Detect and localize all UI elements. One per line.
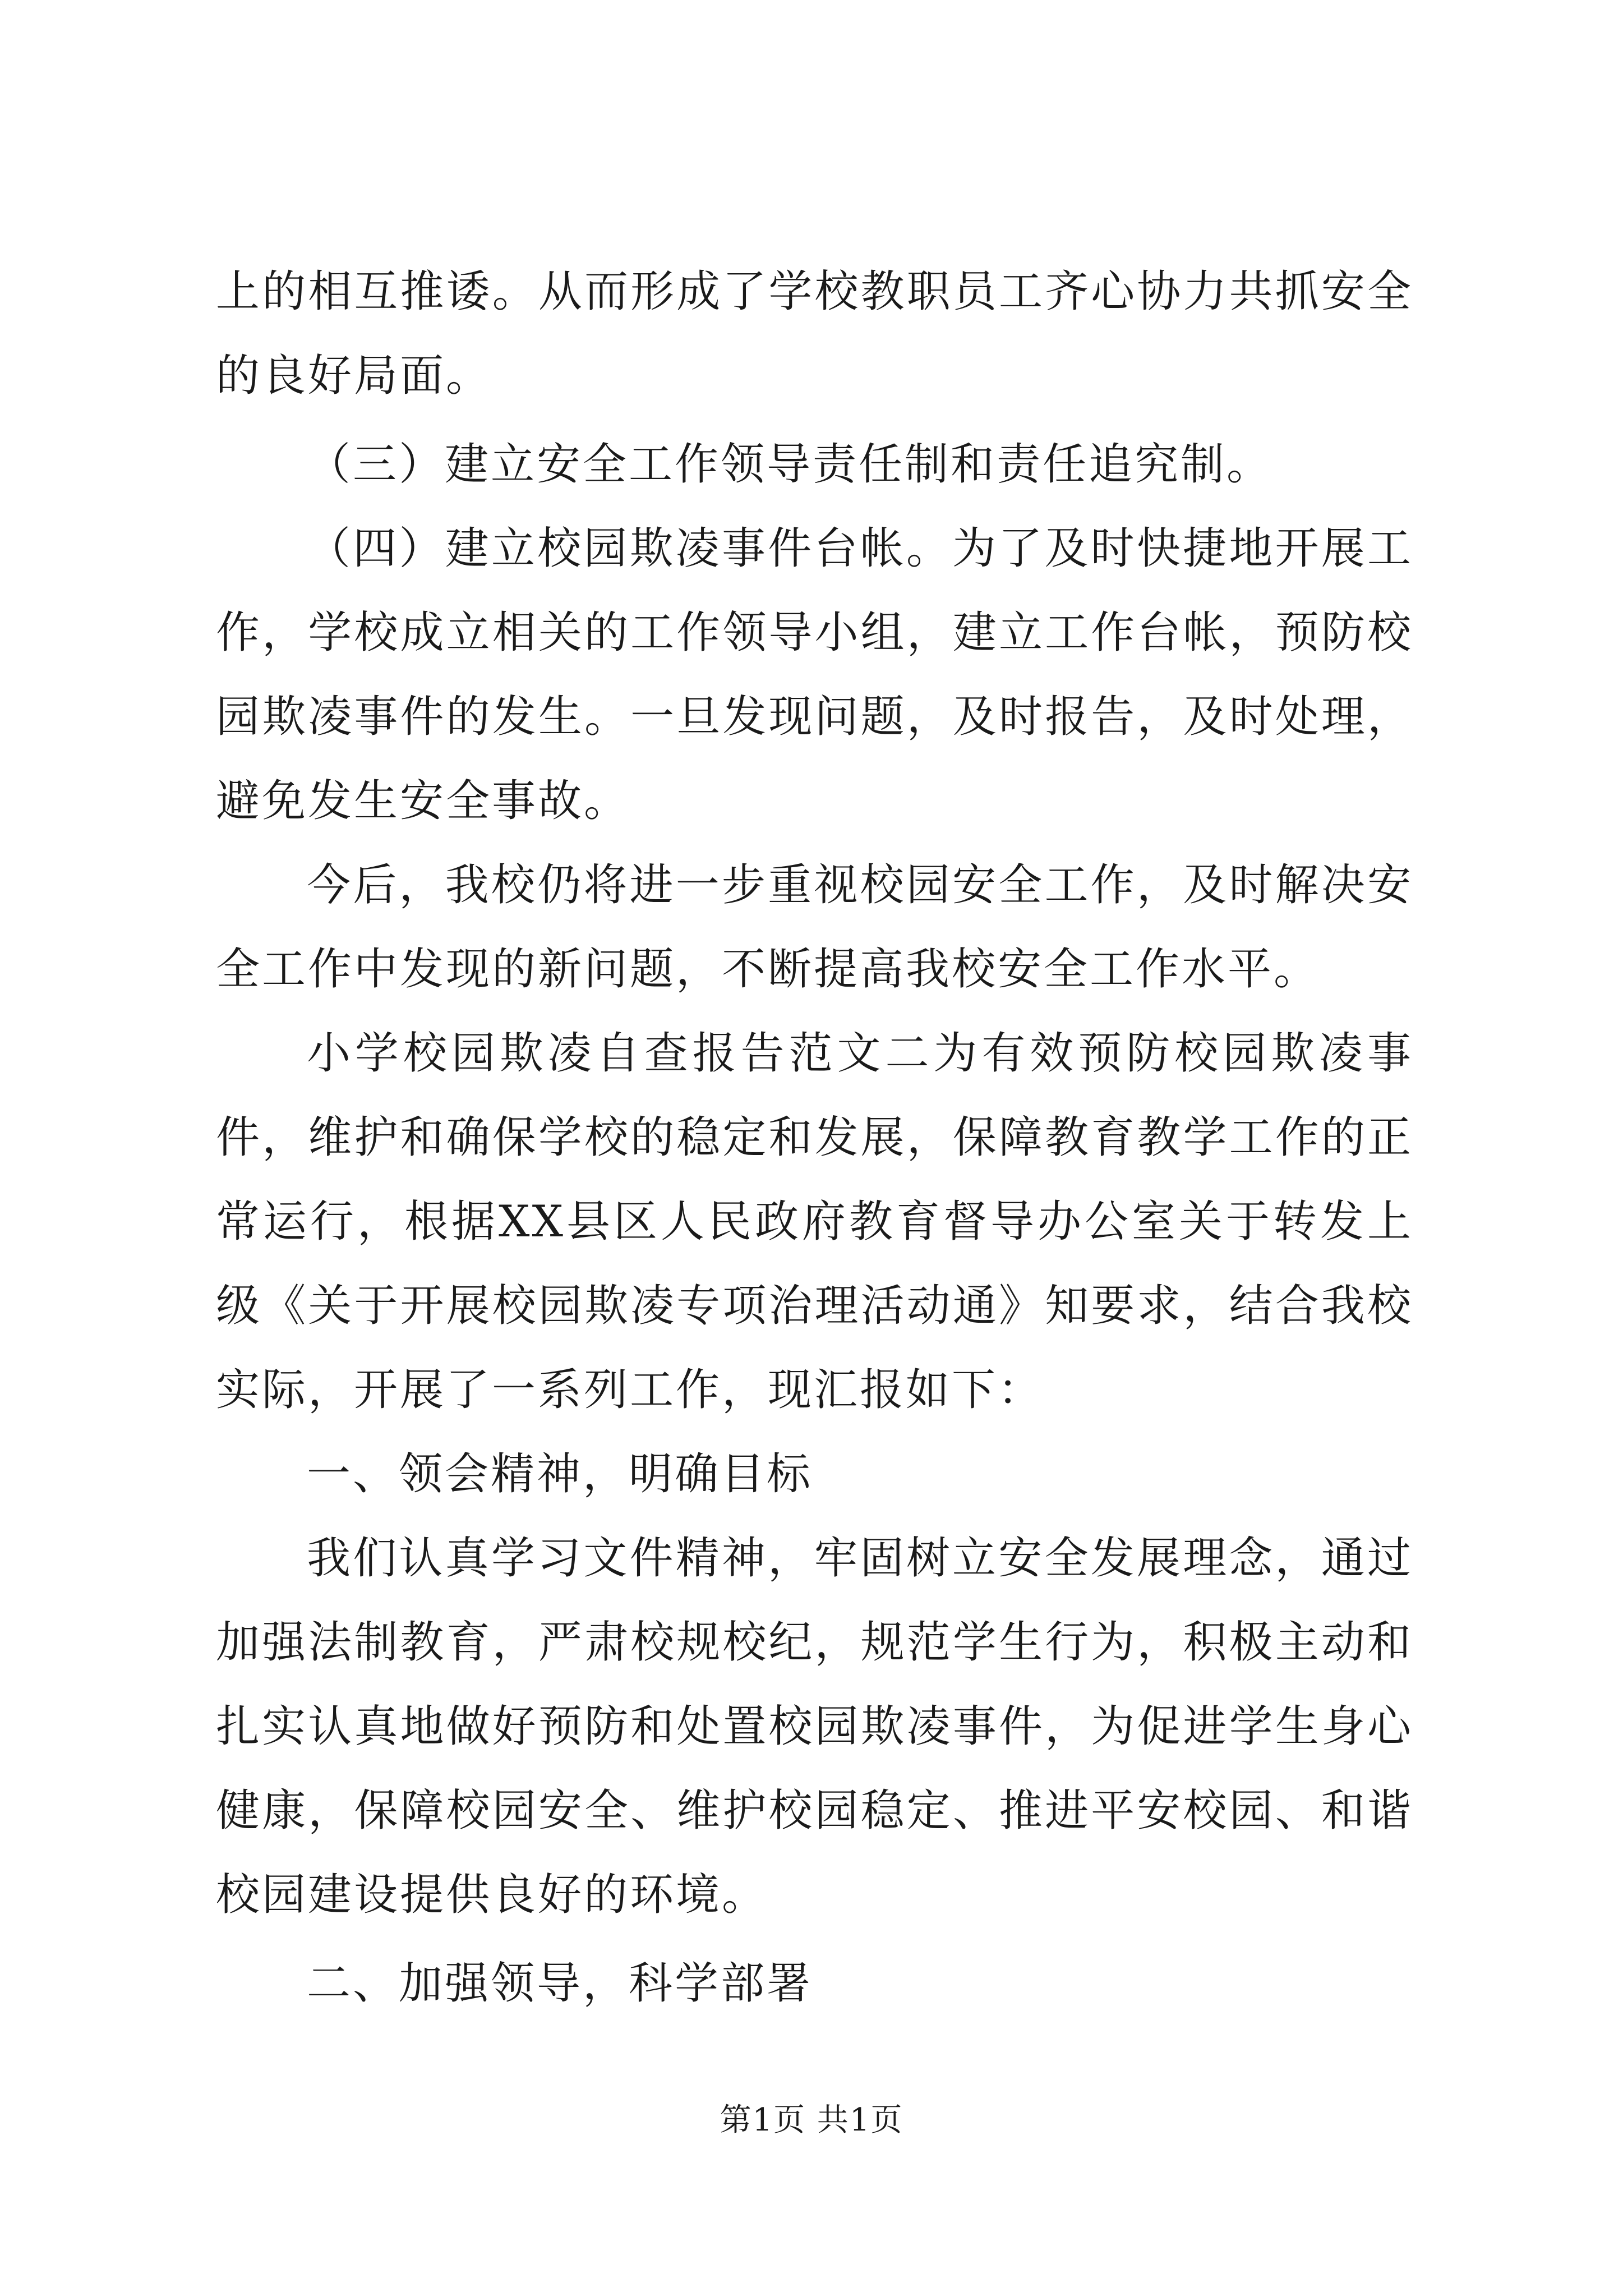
section-heading-one: 一、领会精神，明确目标 xyxy=(307,1449,813,1499)
paragraph-report-two-intro: 小学校园欺凌自查报告范文二为有效预防校园欺凌事件，维护和确保学校的稳定和发展，保障教育教学工作的正常运行，根据XX县区人民政府教育督导办公室关于转发上级《关于开展校园欺凌专项治理活动通》知要求，结合我校实际，开展了一系列工作，现汇报如下： xyxy=(216,1028,1413,1415)
page-footer: 第1页 共1页 xyxy=(720,2102,903,2138)
paragraph-item-three: （三）建立安全工作领导责任制和责任追究制。 xyxy=(307,439,1273,490)
paragraph-section-one-body: 我们认真学习文件精神，牢固树立安全发展理念，通过加强法制教育，严肃校规校纪，规范学生行为，积极主动和扎实认真地做好预防和处置校园欺凌事件，为促进学生身心健康，保障校园安全、维护校园稳定、推进平安校园、和谐校园建设提供良好的环境。 xyxy=(216,1533,1413,1920)
paragraph-item-four: （四）建立校园欺凌事件台帐。为了及时快捷地开展工作，学校成立相关的工作领导小组，建立工作台帐，预防校园欺凌事件的发生。一旦发现问题，及时报告，及时处理，避免发生安全事故。 xyxy=(216,523,1413,826)
document-body xyxy=(216,250,1413,2026)
paragraph-continuation: 上的相互推诿。从而形成了学校教职员工齐心协力共抓安全的良好局面。 xyxy=(216,266,1413,401)
section-heading-two: 二、加强领导，科学部署 xyxy=(307,1958,813,2009)
paragraph-conclusion: 今后，我校仍将进一步重视校园安全工作，及时解决安全工作中发现的新问题，不断提高我校安全工作水平。 xyxy=(216,860,1413,995)
